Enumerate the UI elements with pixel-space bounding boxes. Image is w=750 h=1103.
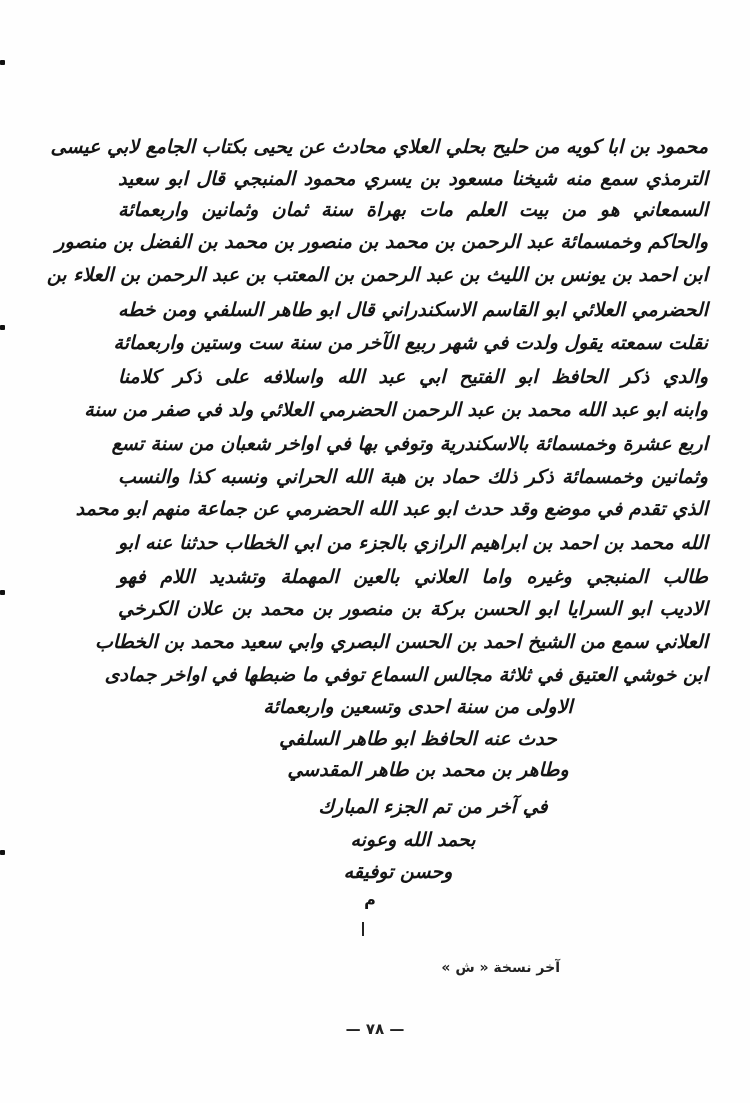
manuscript-line-1: محمود بن ابا كويه من حليح بحلي العلاي محادث عن يحيى بكتاب الجامع لابي عيسى (50, 136, 708, 158)
manuscript-line-10: اربع عشرة وخمسمائة بالاسكندرية وتوفي بها في اواخر شعبان من سنة تسع (111, 433, 708, 455)
manuscript-line-13: الله محمد بن احمد بن ابراهيم الرازي بالجزء من ابي الخطاب حدثنا عنه ابو (118, 532, 708, 554)
manuscript-line-12: الذي تقدم في موضع وقد حدث ابو عبد الله الحضرمي عن جماعة منهم ابو محمد (75, 498, 708, 520)
manuscript-line-5: ابن احمد بن يونس بن الليث بن عبد الرحمن بن المعتب بن عبد الرحمن بن العلاء بن (46, 264, 708, 286)
manuscript-line-8: والدي ذكر الحافظ ابو الفتيح ابي عبد الله واسلافه على ذكر كلامنا (118, 366, 708, 388)
manuscript-text-block (46, 110, 708, 960)
page-edge-mark-1 (0, 60, 5, 65)
manuscript-line-21: في آخر من تم الجزء المبارك (318, 796, 548, 818)
manuscript-line-20: وطاهر بن محمد بن طاهر المقدسي (287, 759, 569, 781)
manuscript-line-19: حدث عنه الحافظ ابو طاهر السلفي (279, 728, 557, 750)
manuscript-line-17: ابن خوشي العتيق في ثلاثة مجالس السماع توفي ما ضبطها في اواخر جمادى (104, 664, 708, 686)
manuscript-line-23: وحسن توفيقه (343, 861, 453, 883)
page-edge-mark-2 (0, 325, 5, 330)
end-ornament-mark: م (364, 890, 376, 909)
manuscript-line-9: وابنه ابو عبد الله محمد بن عبد الرحمن الحضرمي العلائي ولد في صفر من سنة (84, 399, 708, 421)
manuscript-line-16: العلاني سمع من الشيخ احمد بن الحسن البصري وابي سعيد محمد بن الخطاب (95, 631, 708, 653)
manuscript-line-14: طالب المنبجي وغيره واما العلاني بالعين المهملة وتشديد اللام فهو (118, 566, 708, 588)
page-edge-mark-4 (0, 850, 5, 855)
manuscript-line-4: والحاكم وخمسمائة عبد الرحمن بن محمد بن منصور بن محمد بن الفضل بن منصور (55, 231, 708, 253)
copy-end-caption: آخر نسخة « ش » (441, 960, 560, 976)
manuscript-line-3: السمعاني هو من بيت العلم مات بهراة سنة ثمان وثمانين واربعمائة (118, 199, 708, 221)
manuscript-line-11: وثمانين وخمسمائة ذكر ذلك حماد بن هبة الله الحراني ونسبه كذا والنسب (118, 466, 708, 488)
manuscript-line-22: بحمد الله وعونه (350, 829, 476, 851)
page-edge-mark-3 (0, 590, 5, 595)
manuscript-line-7: نقلت سمعته يقول ولدت في شهر ربيع الآخر من سنة ست وستين واربعمائة (113, 332, 708, 354)
manuscript-line-2: الترمذي سمع منه شيخنا مسعود بن يسري محمود المنبجي قال ابو سعيد (118, 168, 708, 190)
end-ornament-stroke (362, 922, 364, 936)
manuscript-line-15: الاديب ابو السرايا ابو الحسن بركة بن منصور بن محمد بن علان الكرخي (118, 598, 708, 620)
page-number: — ٧٨ — (345, 1020, 405, 1038)
manuscript-line-6: الحضرمي العلائي ابو القاسم الاسكندراني قال ابو طاهر السلفي ومن خطه (118, 299, 708, 321)
manuscript-line-18: الاولى من سنة احدى وتسعين واربعمائة (263, 696, 573, 718)
